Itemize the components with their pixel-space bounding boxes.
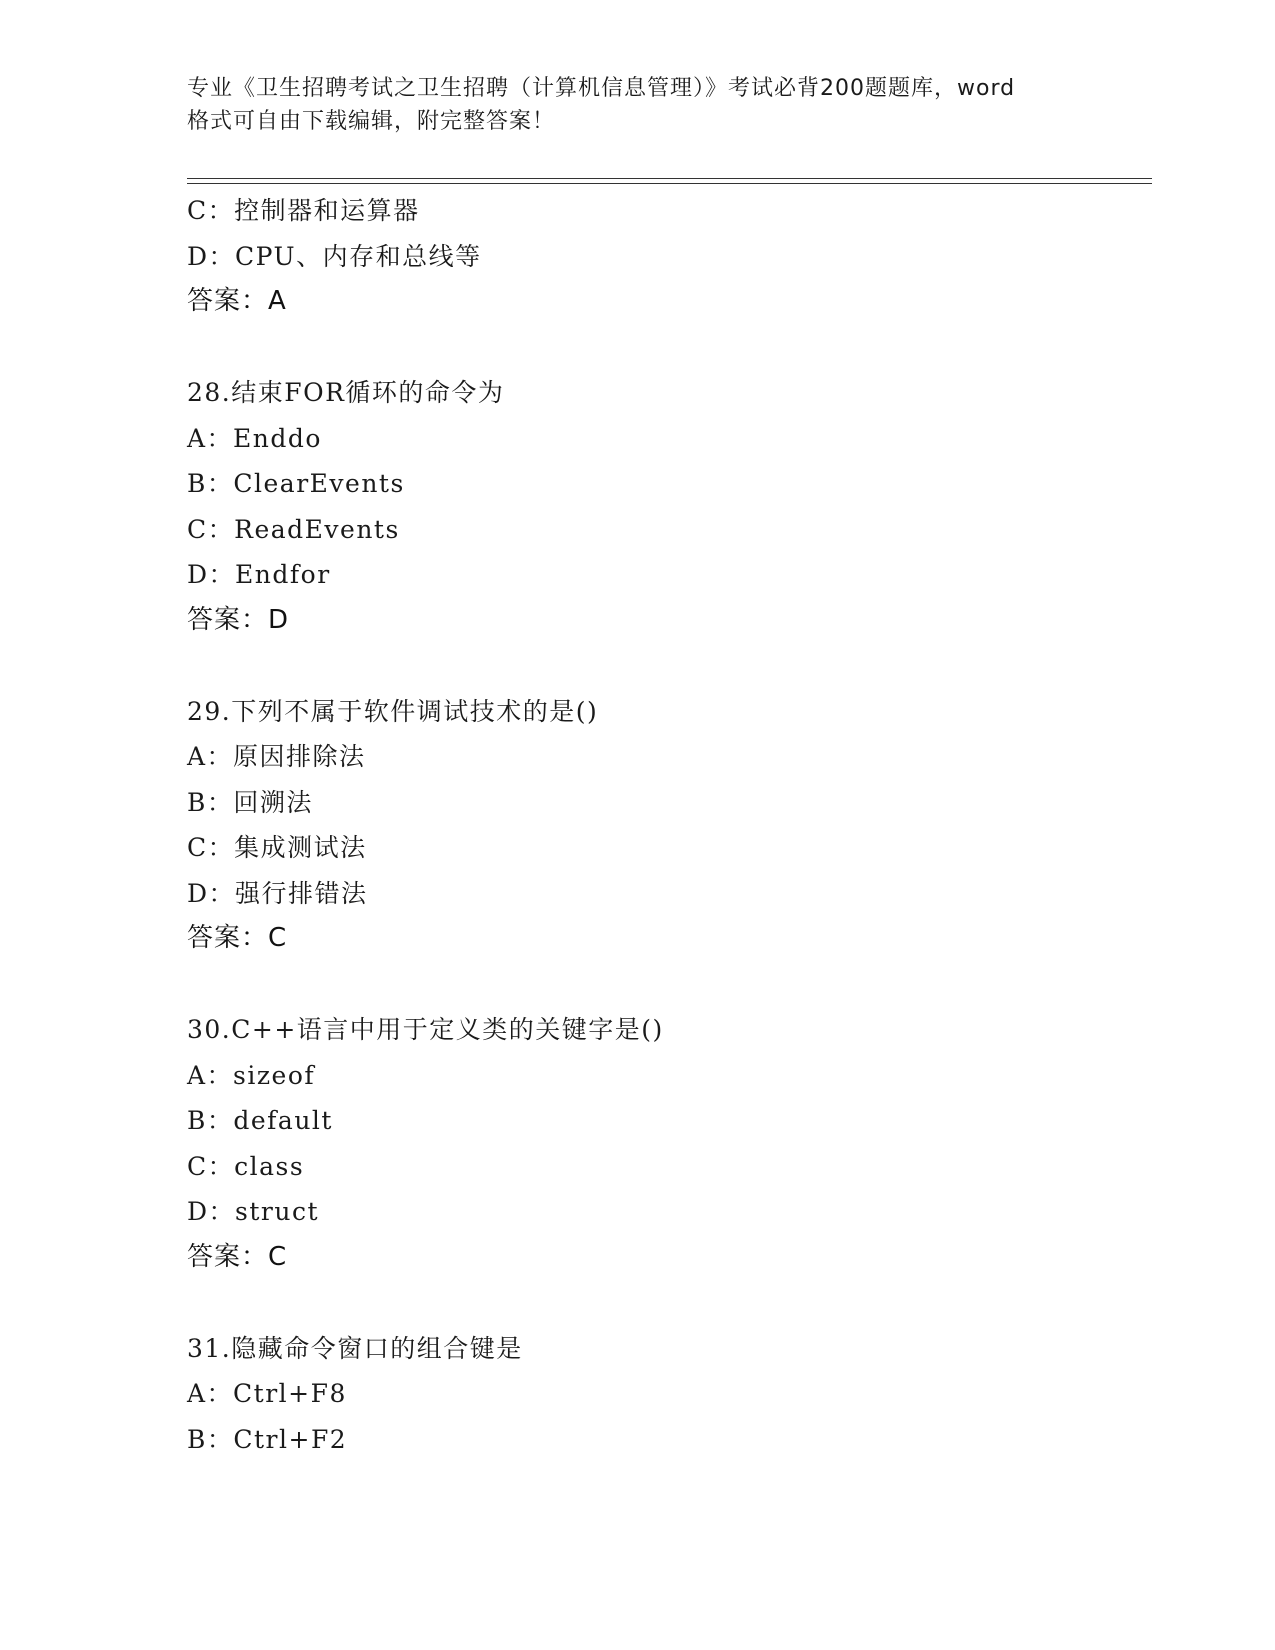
option-b: B：回溯法 bbox=[187, 787, 313, 817]
option-d: D：CPU、内存和总线等 bbox=[187, 241, 482, 271]
question-stem: 28.结束FOR循环的命令为 bbox=[187, 378, 505, 407]
option-b: B：Ctrl+F2 bbox=[187, 1424, 348, 1454]
option-a: A：sizeof bbox=[187, 1060, 316, 1090]
header-divider-top bbox=[187, 178, 1152, 179]
option-d: D：Endfor bbox=[187, 560, 331, 589]
option-a: A：Ctrl+F8 bbox=[187, 1379, 347, 1408]
option-c: C：ReadEvents bbox=[187, 514, 400, 544]
answer-line: 答案：C bbox=[187, 923, 288, 953]
question-stem: 29.下列不属于软件调试技术的是() bbox=[187, 696, 599, 726]
option-c: C：控制器和运算器 bbox=[187, 196, 420, 225]
option-d: D：struct bbox=[187, 1197, 320, 1226]
header-line-1: 专业《卫生招聘考试之卫生招聘（计算机信息管理）》考试必背200题题库，word bbox=[187, 76, 1016, 101]
header-line-2: 格式可自由下载编辑，附完整答案！ bbox=[187, 109, 556, 134]
answer-line: 答案：C bbox=[187, 1241, 288, 1272]
question-block-29 bbox=[187, 689, 1137, 962]
answer-line: 答案：A bbox=[187, 286, 287, 316]
question-list bbox=[187, 188, 1137, 1462]
option-c: C：集成测试法 bbox=[187, 833, 367, 862]
spacer bbox=[187, 643, 1137, 689]
question-block-30 bbox=[187, 1007, 1137, 1280]
header-divider-bottom bbox=[187, 183, 1152, 184]
option-c: C：class bbox=[187, 1151, 305, 1181]
spacer bbox=[187, 1280, 1137, 1326]
question-block-31 bbox=[187, 1326, 1137, 1463]
option-b: B：ClearEvents bbox=[187, 469, 405, 498]
question-block-partial bbox=[187, 188, 1137, 325]
question-block-28 bbox=[187, 370, 1137, 643]
answer-line: 答案：D bbox=[187, 604, 290, 635]
document-header bbox=[187, 72, 1087, 138]
option-a: A：原因排除法 bbox=[187, 742, 366, 771]
question-stem: 31.隐藏命令窗口的组合键是 bbox=[187, 1333, 523, 1363]
spacer bbox=[187, 325, 1137, 371]
option-d: D：强行排错法 bbox=[187, 878, 368, 908]
option-b: B：default bbox=[187, 1106, 333, 1135]
question-stem: 30.C++语言中用于定义类的关键字是() bbox=[187, 1015, 664, 1044]
spacer bbox=[187, 962, 1137, 1008]
option-a: A：Enddo bbox=[187, 423, 322, 453]
